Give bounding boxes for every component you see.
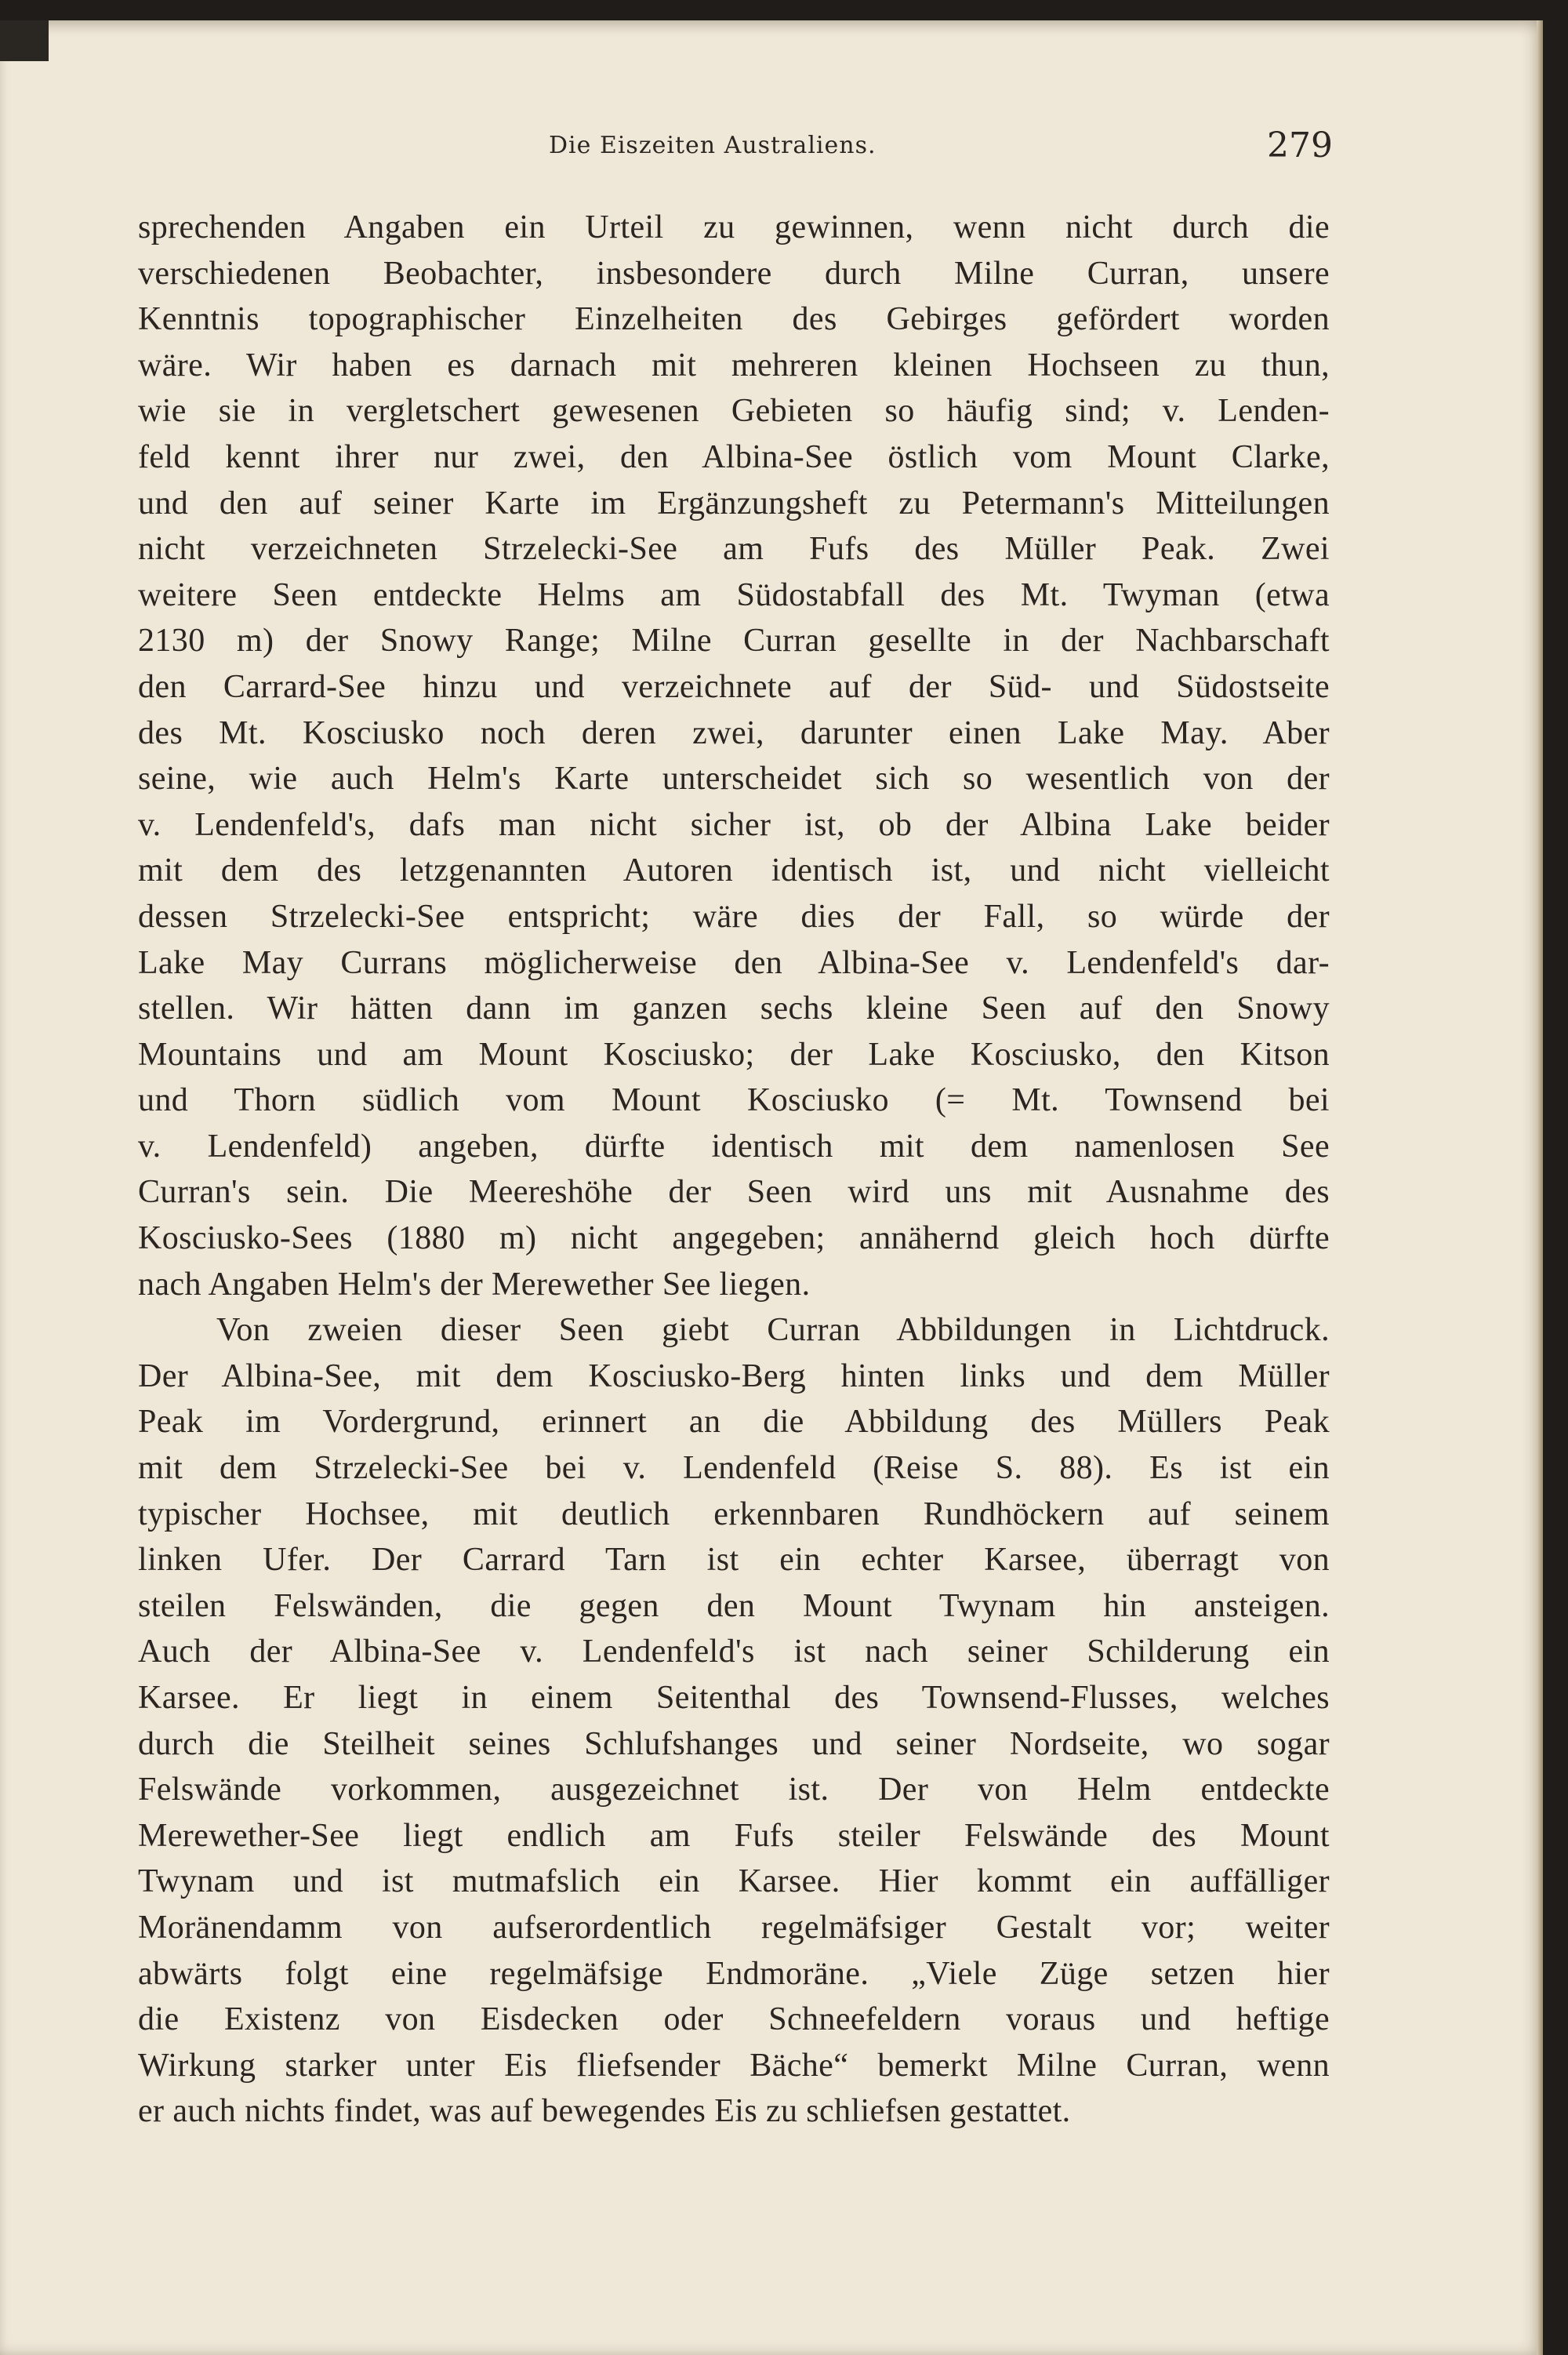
text-line: v. Lendenfeld's, dafs man nicht sicher ist, ob der Albina Lake beider [138, 806, 1330, 843]
body-text [138, 205, 1330, 2135]
text-line: des Mt. Kosciusko noch deren zwei, darunter einen Lake May. Aber [138, 714, 1330, 751]
text-line: Wirkung starker unter Eis fliefsender Bäche“ bemerkt Milne Curran, wenn [138, 2047, 1330, 2084]
text-line: dessen Strzelecki-See entspricht; wäre dies der Fall, so würde der [138, 898, 1330, 935]
text-line: wäre. Wir haben es darnach mit mehreren kleinen Hochseen zu thun, [138, 347, 1330, 383]
text-line: steilen Felswänden, die gegen den Mount Twynam hin ansteigen. [138, 1587, 1330, 1624]
running-title: Die Eiszeiten Australiens. [549, 132, 877, 159]
text-line: Merewether-See liegt endlich am Fufs steiler Felswände des Mount [138, 1817, 1330, 1854]
text-line: Peak im Vordergrund, erinnert an die Abbildung des Müllers Peak [138, 1404, 1330, 1441]
text-line: stellen. Wir hätten dann im ganzen sechs kleine Seen auf den Snowy [138, 990, 1330, 1027]
text-line: abwärts folgt eine regelmäfsige Endmoräne. „Viele Züge setzen hier [138, 1955, 1330, 1992]
text-line: seine, wie auch Helm's Karte unterscheidet sich so wesentlich von der [138, 761, 1330, 798]
text-line: Der Albina-See, mit dem Kosciusko-Berg hinten links und dem Müller [138, 1357, 1330, 1394]
page-number: 279 [1267, 125, 1333, 165]
text-line: Kenntnis topographischer Einzelheiten des Gebirges gefördert worden [138, 301, 1330, 338]
text-line: den Carrard-See hinzu und verzeichnete auf der Süd- und Südostseite [138, 668, 1330, 705]
text-line: Twynam und ist mutmafslich ein Karsee. Hier kommt ein auffälliger [138, 1863, 1330, 1900]
text-line: wie sie in vergletschert gewesenen Gebieten so häufig sind; v. Lenden- [138, 393, 1330, 430]
text-line: Felswände vorkommen, ausgezeichnet ist. Der von Helm entdeckte [138, 1772, 1330, 1808]
text-line: durch die Steilheit seines Schlufshanges und seiner Nordseite, wo sogar [138, 1725, 1330, 1762]
text-line: nicht verzeichneten Strzelecki-See am Fufs des Müller Peak. Zwei [138, 531, 1330, 568]
text-line: feld kennt ihrer nur zwei, den Albina-See östlich vom Mount Clarke, [138, 438, 1330, 475]
text-line: Karsee. Er liegt in einem Seitenthal des Townsend-Flusses, welches [138, 1680, 1330, 1716]
text-line: Moränendamm von aufserordentlich regelmäfsiger Gestalt vor; weiter [138, 1909, 1330, 1946]
page-edge [1537, 20, 1543, 2355]
text-line: die Existenz von Eisdecken oder Schneefeldern voraus und heftige [138, 2001, 1330, 2038]
running-header [549, 124, 1333, 171]
text-line: sprechenden Angaben ein Urteil zu gewinnen, wenn nicht durch die [138, 209, 1330, 245]
text-line: Curran's sein. Die Meereshöhe der Seen wird uns mit Ausnahme des [138, 1174, 1330, 1211]
text-line: Von zweien dieser Seen giebt Curran Abbildungen in Lichtdruck. [216, 1312, 1330, 1349]
text-line: und den auf seiner Karte im Ergänzungsheft zu Petermann's Mitteilungen [138, 485, 1330, 522]
text-line: und Thorn südlich vom Mount Kosciusko (= Mt. Townsend bei [138, 1082, 1330, 1119]
text-line: Mountains und am Mount Kosciusko; der Lake Kosciusko, den Kitson [138, 1036, 1330, 1073]
text-line: Auch der Albina-See v. Lendenfeld's ist nach seiner Schilderung ein [138, 1634, 1330, 1670]
text-line: nach Angaben Helm's der Merewether See liegen. [138, 1266, 811, 1303]
text-line: 2130 m) der Snowy Range; Milne Curran gesellte in der Nachbarschaft [138, 623, 1330, 660]
text-line: er auch nichts findet, was auf bewegendes Eis zu schliefsen gestattet. [138, 2093, 1071, 2130]
text-line: mit dem Strzelecki-See bei v. Lendenfeld (Reise S. 88). Es ist ein [138, 1450, 1330, 1487]
text-line: linken Ufer. Der Carrard Tarn ist ein echter Karsee, überragt von [138, 1542, 1330, 1579]
text-line: verschiedenen Beobachter, insbesondere durch Milne Curran, unsere [138, 255, 1330, 292]
scan-corner [0, 20, 49, 61]
text-line: weitere Seen entdeckte Helms am Südostabfall des Mt. Twyman (etwa [138, 576, 1330, 613]
book-page [0, 20, 1543, 2355]
text-line: typischer Hochsee, mit deutlich erkennbaren Rundhöckern auf seinem [138, 1495, 1330, 1532]
text-line: mit dem des letzgenannten Autoren identisch ist, und nicht vielleicht [138, 852, 1330, 889]
text-line: Kosciusko-Sees (1880 m) nicht angegeben; annähernd gleich hoch dürfte [138, 1220, 1330, 1257]
text-line: v. Lendenfeld) angeben, dürfte identisch mit dem namenlosen See [138, 1128, 1330, 1165]
text-line: Lake May Currans möglicherweise den Albina-See v. Lendenfeld's dar- [138, 944, 1330, 981]
